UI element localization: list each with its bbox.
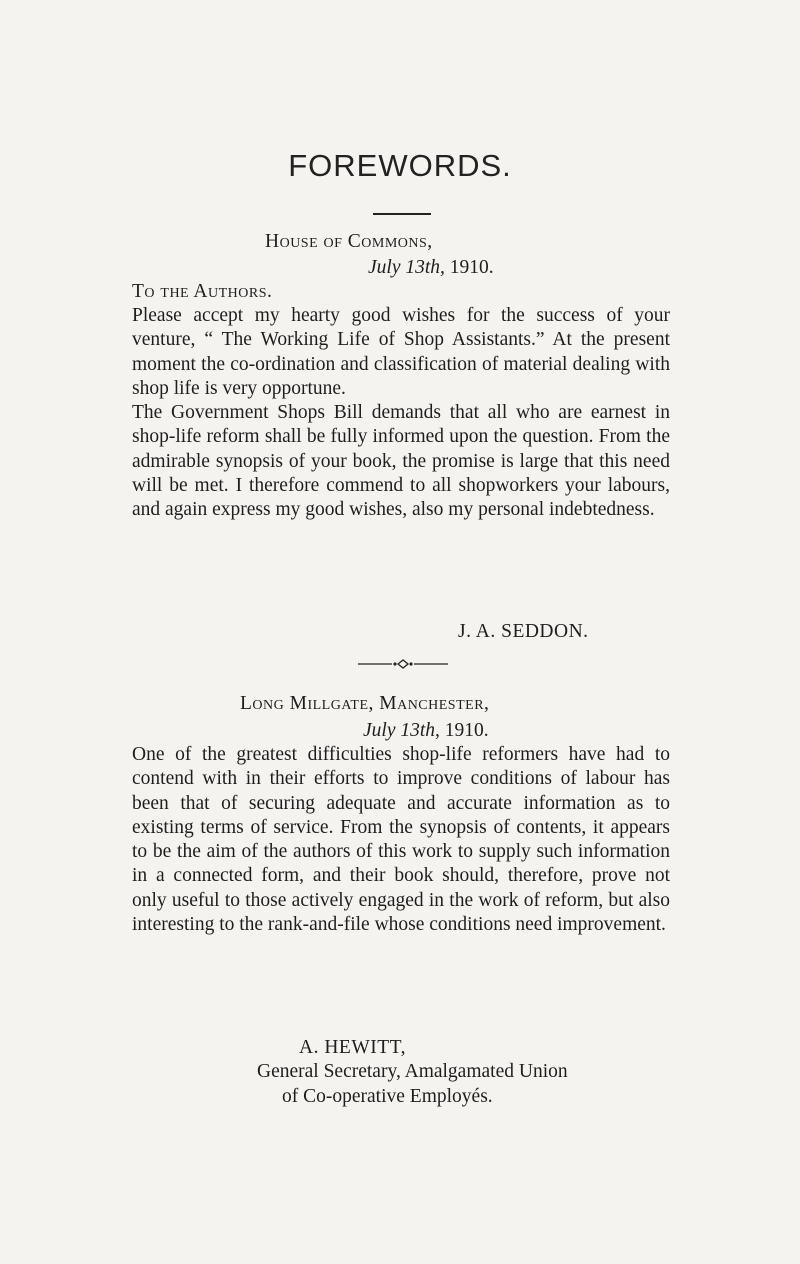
divider-ornament-icon	[358, 659, 448, 669]
letter1-salutation: To the Authors.	[132, 281, 273, 302]
letter2-signature-name: A. HEWITT,	[299, 1037, 406, 1058]
letter2-signature-org: of Co-operative Employés.	[282, 1086, 493, 1107]
letter1-body	[132, 304, 670, 523]
letter1-paragraph-1: Please accept my hearty good wishes for the success of your venture, “ The Working Life of Shop Assistants.” At the present moment the co-ordination and classification of material dealing with shop life is very opportune.	[132, 305, 670, 399]
letter1-address: House of Commons,	[265, 231, 433, 252]
letter1-signature: J. A. SEDDON.	[458, 621, 589, 642]
letter2-date	[363, 719, 489, 743]
letter1-paragraph-2: The Government Shops Bill demands that all who are earnest in shop-life reform shall be fully informed upon the question. From the admirable synopsis of your book, the promise is large that this need will be met. I therefore commend to all shopworkers your labours, and again express my good wishes, also my personal indebtedness.	[132, 402, 670, 521]
letter1-date	[368, 256, 494, 280]
letter2-address: Long Millgate, Manchester,	[240, 693, 490, 714]
letter2-paragraph-1: One of the greatest difficulties shop-life reformers have had to contend with in their efforts to improve conditions of labour has been that of securing adequate and accurate information as to existing terms of service. From the synopsis of contents, it appears to be the aim of the authors of this work to supply such information in a connected form, and their book should, therefore, prove not only useful to those actively engaged in the work of reform, but also interesting to the rank-and-file whose conditions need improvement.	[132, 744, 670, 936]
letter2-date-day: July 13th,	[363, 720, 440, 741]
letter2-signature-title: General Secretary, Amalgamated Union	[257, 1061, 568, 1082]
letter2-body	[132, 743, 670, 937]
letter1-date-year: 1910.	[449, 257, 494, 278]
page-title: FOREWORDS.	[288, 148, 512, 183]
title-rule	[373, 213, 431, 215]
letter1-date-day: July 13th,	[368, 257, 445, 278]
letter2-date-year: 1910.	[444, 720, 489, 741]
